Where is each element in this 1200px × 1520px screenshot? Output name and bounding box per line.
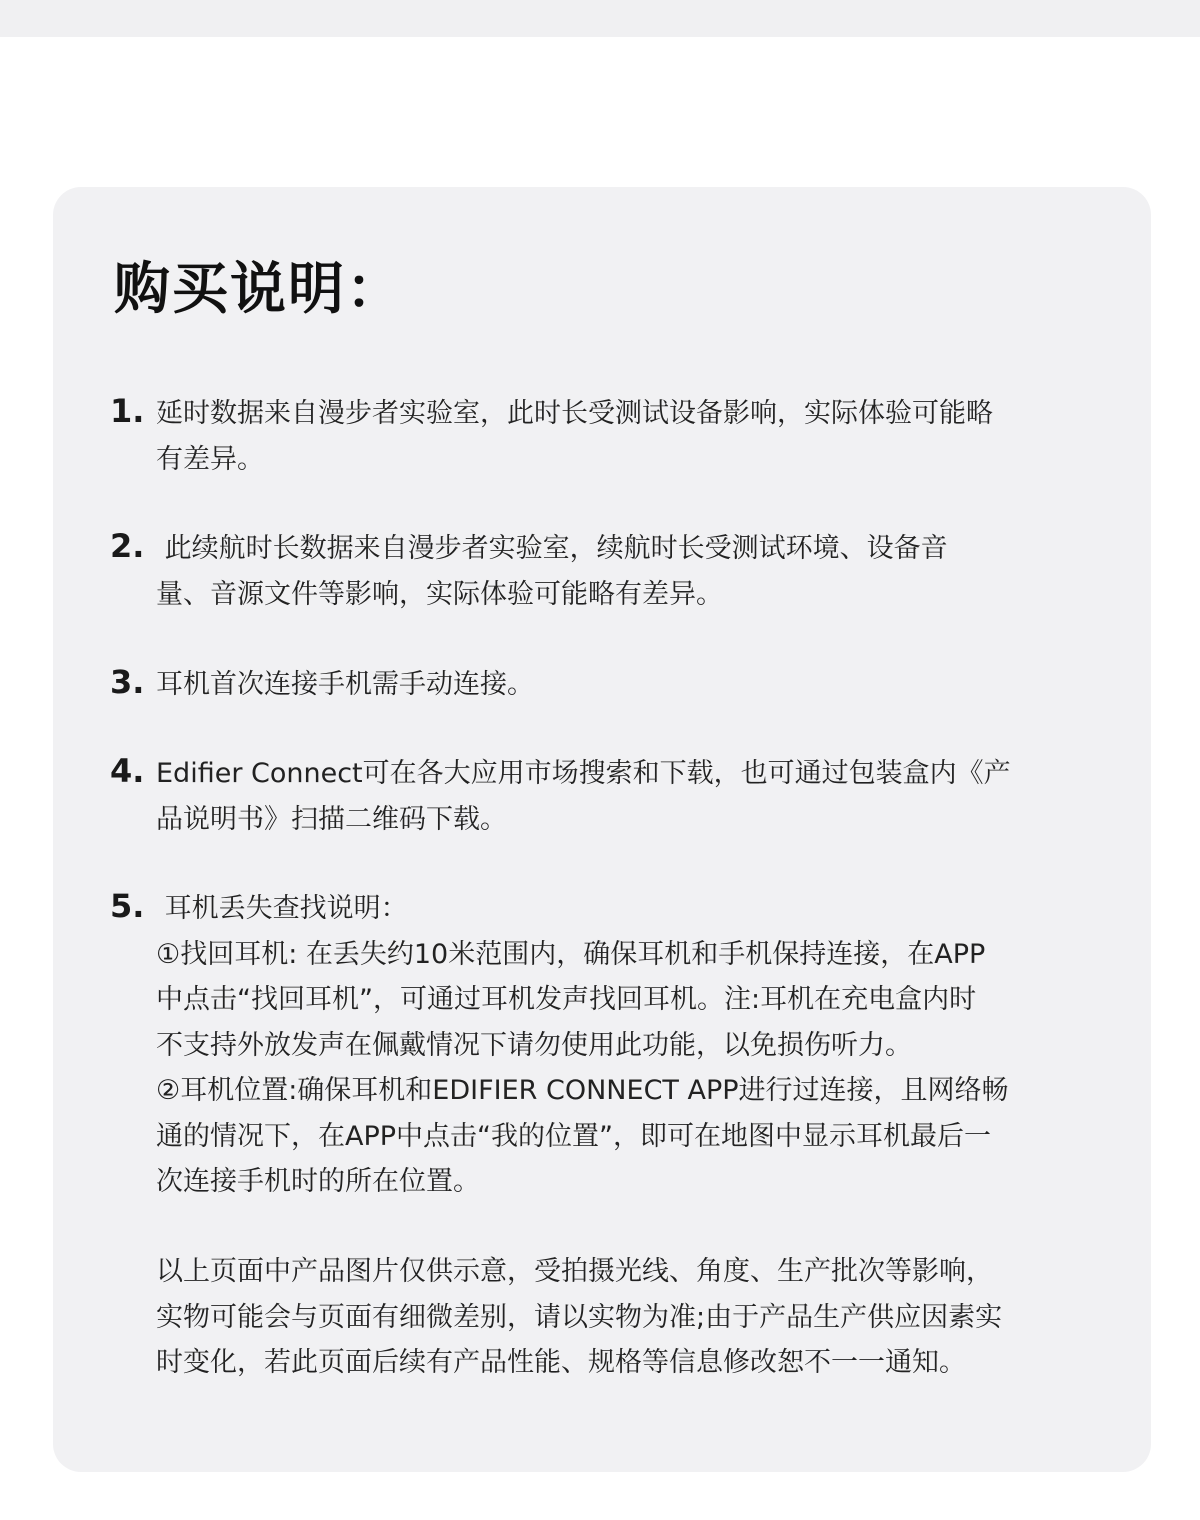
item-line: 耳机首次连接手机需手动连接。 (156, 669, 534, 700)
note-item-5 (110, 886, 1070, 1205)
note-item-4 (110, 751, 1070, 842)
item-line: 中点击“找回耳机”，可通过耳机发声找回耳机。注:耳机在充电盒内时 (156, 984, 977, 1015)
item-number: 1. (110, 392, 145, 430)
item-line: ①找回耳机: 在丢失约10米范围内，确保耳机和手机保持连接，在APP (156, 938, 986, 970)
note-item-1 (110, 391, 1070, 482)
item-number: 3. (110, 663, 145, 701)
item-line: Edifier Connect可在各大应用市场搜索和下载，也可通过包装盒内《产 (156, 758, 1011, 789)
item-line: 延时数据来自漫步者实验室，此时长受测试设备影响，实际体验可能略 (156, 398, 993, 429)
note-item-3 (110, 662, 1070, 708)
note-item-2 (110, 526, 1070, 617)
item-line: 此续航时长数据来自漫步者实验室，续航时长受测试环境、设备音 (156, 533, 948, 564)
item-text (156, 886, 1070, 1205)
item-number: 2. (110, 527, 145, 565)
item-text (156, 662, 1070, 708)
image-disclaimer (156, 1249, 1076, 1386)
top-divider-band (0, 0, 1200, 37)
item-line: 量、音源文件等影响，实际体验可能略有差异。 (156, 578, 723, 610)
item-line: 通的情况下，在APP中点击“我的位置”，即可在地图中显示耳机最后一 (156, 1120, 992, 1152)
item-text (156, 751, 1070, 842)
item-number: 5. (110, 887, 145, 925)
item-number: 4. (110, 752, 145, 790)
item-line: 品说明书》扫描二维码下载。 (156, 803, 507, 835)
page-title: 购买说明： (114, 257, 404, 322)
item-line: 次连接手机时的所在位置。 (156, 1166, 480, 1197)
disclaimer-line: 以上页面中产品图片仅供示意，受拍摄光线、角度、生产批次等影响， (156, 1256, 993, 1287)
item-line: 耳机丢失查找说明： (156, 893, 408, 924)
item-text (156, 526, 1070, 617)
item-line: 不支持外放发声在佩戴情况下请勿使用此功能，以免损伤听力。 (156, 1029, 912, 1061)
item-text (156, 391, 1070, 482)
disclaimer-line: 时变化，若此页面后续有产品性能、规格等信息修改恕不一一通知。 (156, 1347, 966, 1378)
disclaimer-line: 实物可能会与页面有细微差别，请以实物为准;由于产品生产供应因素实 (156, 1301, 1003, 1333)
item-line: ②耳机位置:确保耳机和EDIFIER CONNECT APP进行过连接，且网络畅 (156, 1075, 1009, 1106)
item-line: 有差异。 (156, 443, 264, 475)
